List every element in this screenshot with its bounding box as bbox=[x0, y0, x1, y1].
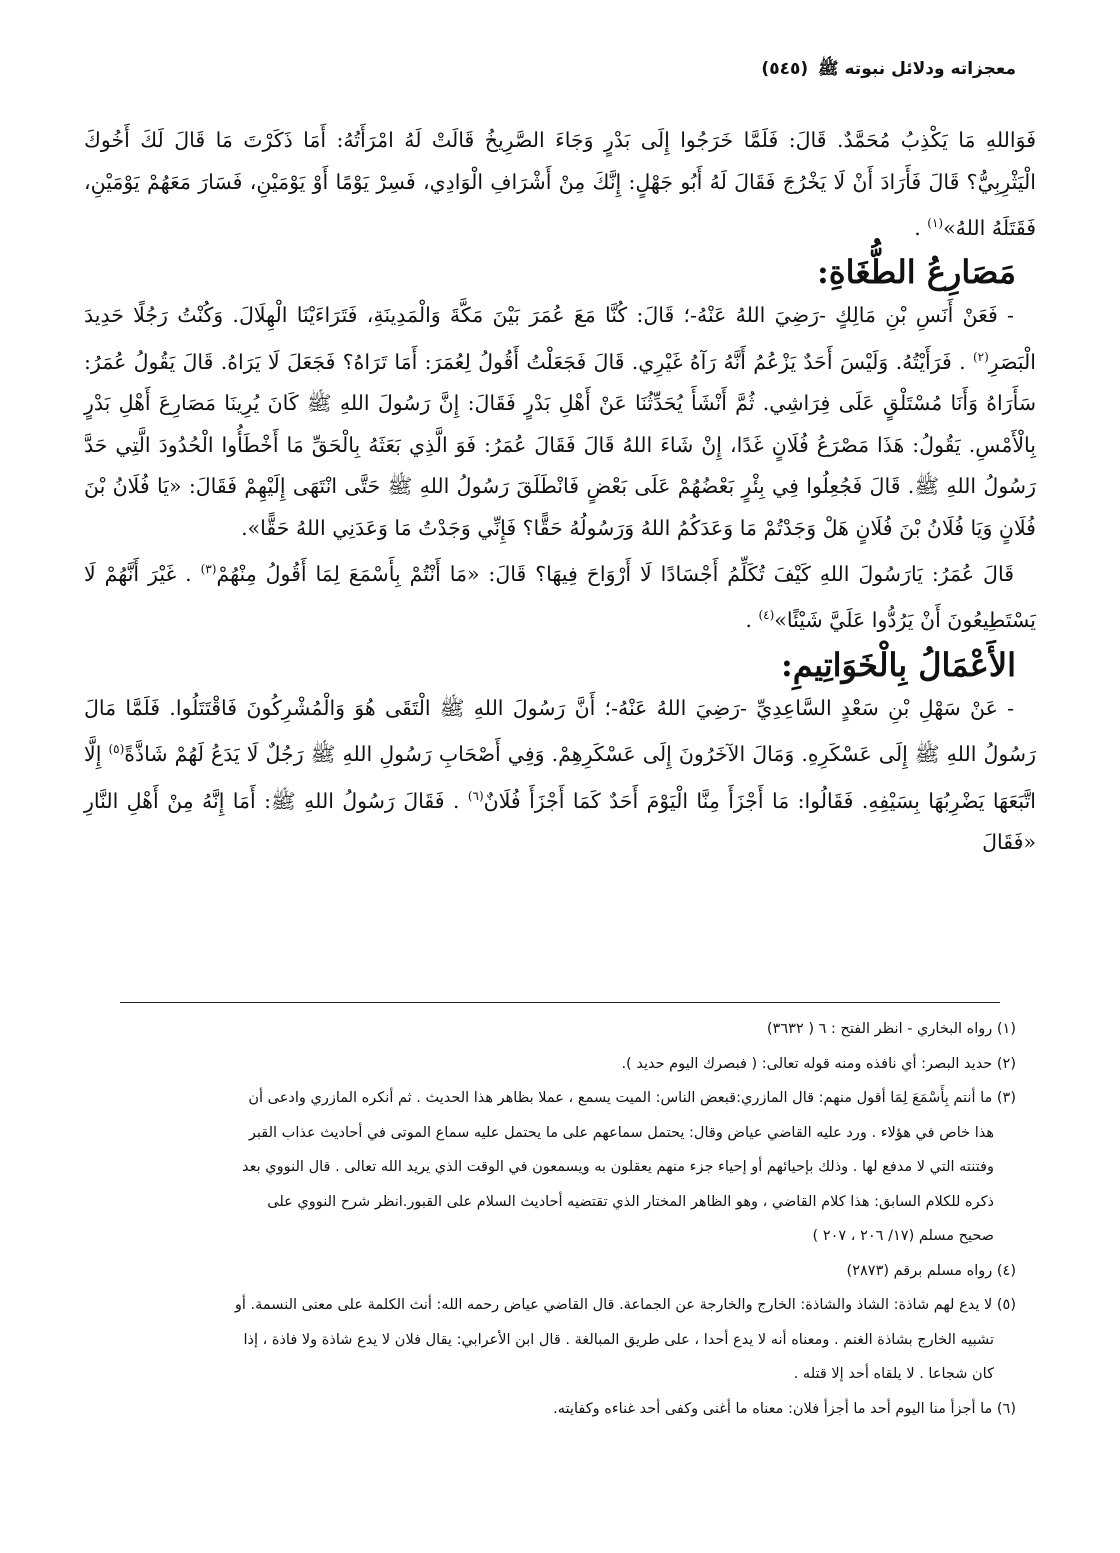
para1-text: فَوَاللهِ مَا يَكْذِبُ مُحَمَّدٌ. قَالَ: فَلَمَّا خَرَجُوا إِلَى بَدْرٍ وَجَاءَ الصَّرِيخُ قَالَتْ لَهُ امْرَأَتُهُ: أَمَا ذَكَرْتَ مَا قَالَ لَكَ أَخُوكَ الْيَثْرِبِيُّ؟ قَالَ فَأَرَادَ أَنْ لَا يَخْرُجَ فَقَالَ لَهُ أَبُو جَهْلٍ: إِنَّكَ مِنْ أَشْرَافِ الْوَادِي، فَسِرْ يَوْمًا أَوْ يَوْمَيْنِ، فَسَارَ مَعَهُمْ يَوْمَيْنِ، فَقَتَلَهُ اللهُ» bbox=[84, 128, 1036, 240]
footnote-3-line-3: وفتنته التي لا مدفع لها . وذلك بإحيائهم أو إحياء جزء منهم يعقلون به ويسمعون في الوقت الذي يريد الله تعالى . قال النووي بعد bbox=[242, 1159, 994, 1175]
footnote-3-line-5: صحيح مسلم (١٧/ ٢٠٦ ، ٢٠٧ ) bbox=[812, 1228, 994, 1244]
footnote-ref-5: (٥) bbox=[108, 742, 125, 757]
para4-text-b: إِلَّا اتَّبَعَهَا يَضْرِبُهَا بِسَيْفِهِ. فَقَالُوا: مَا أَجْزَأَ مِنَّا الْيَوْمَ أَحَدٌ كَمَا أَجْزَأَ فُلَانٌ bbox=[84, 742, 1036, 813]
footnote-3-line-1: (٣) ما أنتم بِأَسْمَعَ لِمَا أقول منهم: قال المازري:قبعض الناس: الميت يسمع ، عملا بظاهر هذا الحديث . ثم أنكره المازري وادعى أن bbox=[248, 1090, 1016, 1106]
paragraph-3 bbox=[84, 549, 1036, 642]
footnote-ref-6: (٦) bbox=[467, 788, 484, 803]
para1-end: . bbox=[914, 215, 928, 240]
footnotes bbox=[112, 1012, 1016, 1426]
footnote-ref-4: (٤) bbox=[758, 608, 775, 623]
footnote-3-line-4: ذكره للكلام السابق: هذا كلام القاضي ، وهو الظاهر المختار الذي تقتضيه أحاديث السلام على القبور.انظر شرح النووي على bbox=[267, 1193, 994, 1210]
paragraph-2 bbox=[84, 295, 1036, 549]
paragraph-4 bbox=[84, 688, 1036, 864]
footnote-5-line-3: كان شجاعا . لا يلقاه أحد إلا قتله . bbox=[793, 1366, 994, 1382]
para3-end: . bbox=[745, 608, 759, 633]
header-title: معجزاته ودلائل نبوته ﷺ bbox=[818, 59, 1016, 79]
footnote-ref-2: (٢) bbox=[972, 349, 989, 364]
footnote-3-line-2: هذا خاص في هؤلاء . ورد عليه القاضي عياض وقال: يحتمل سماعهم على ما يحتمل عليه سماع الموتى في أحاديث عذاب القبر bbox=[248, 1124, 994, 1141]
footnote-6: (٦) ما أجزأ منا اليوم أحد ما أجزأ فلان: معناه ما أغنى وكفى أحد غناءه وكفايته. bbox=[553, 1400, 1016, 1417]
footnote-2: (٢) حديد البصر: أي نافذه ومنه قوله تعالى: ( فبصرك اليوم حديد ). bbox=[621, 1055, 1016, 1072]
para4-text-a: - عَنْ سَهْلِ بْنِ سَعْدٍ السَّاعِدِيِّ -رَضِيَ اللهُ عَنْهُ-؛ أَنَّ رَسُولَ اللهِ ﷺ الْتَقَى هُوَ وَالْمُشْرِكُونَ فَاقْتَتَلُوا. فَلَمَّا مَالَ رَسُولُ اللهِ ﷺ إِلَى عَسْكَرِهِ. وَمَالَ الآخَرُونَ إِلَى عَسْكَرِهِمْ. وَفِي أَصْحَابِ رَسُولِ اللهِ ﷺ رَجُلٌ لَا يَدَعُ لَهُمْ شَاذَّةً bbox=[84, 695, 1037, 767]
paragraph-1 bbox=[84, 120, 1036, 249]
para2-text-b: . فَرَأَيْتُهُ. وَلَيْسَ أَحَدٌ يَزْعُمُ أَنَّهُ رَآهُ غَيْرِي. قَالَ فَجَعَلْتُ أَقُولُ لِعُمَرَ: أَمَا تَرَاهُ؟ فَجَعَلَ لَا يَرَاهُ. قَالَ يَقُولُ عُمَرُ: سَأَرَاهُ وَأَنَا مُسْتَلْقٍ عَلَى فِرَاشِي. ثُمَّ أَنْشَأَ يُحَدِّثُنَا عَنْ أَهْلِ بَدْرٍ فَقَالَ: إِنَّ رَسُولَ اللهِ ﷺ كَانَ يُرِينَا مَصَارِعَ أَهْلِ بَدْرٍ بِالْأَمْسِ. يَقُولُ: هَذَا مَصْرَعُ فُلَانٍ غَدًا، إِنْ شَاءَ اللهُ قَالَ فَقَالَ عُمَرُ: فَوَ الَّذِي بَعَثَهُ بِالْحَقِّ مَا أَخْطَأُوا الْحُدُودَ الَّتِي حَدَّ رَسُولُ اللهِ ﷺ. قَالَ فَجُعِلُوا فِي بِئْرٍ بَعْضُهُمْ عَلَى بَعْضٍ فَانْطَلَقَ رَسُولُ اللهِ ﷺ حَتَّى انْتَهَى إِلَيْهِمْ فَقَالَ: «يَا فُلَانُ بْنَ فُلَانٍ وَيَا فُلَانُ بْنَ فُلَانٍ هَلْ وَجَدْتُمْ مَا وَعَدَكُمُ اللهُ وَرَسُولُهُ حَقًّا؟ فَإِنِّي وَجَدْتُ مَا وَعَدَنِي اللهُ حَقًّا». bbox=[84, 349, 1036, 540]
footnote-separator bbox=[120, 1002, 1000, 1003]
footnote-ref-3: (٣) bbox=[200, 562, 217, 577]
para3-text-a: قَالَ عُمَرُ: يَارَسُولَ اللهِ كَيْفَ تُكَلِّمُ أَجْسَادًا لَا أَرْوَاحَ فِيهَا؟ قَالَ: «مَا أَنْتُمْ بِأَسْمَعَ لِمَا أَقُولُ مِنْهُمْ bbox=[216, 561, 1014, 586]
para4-text-c: . فَقَالَ رَسُولُ اللهِ ﷺ: أَمَا إِنَّهُ مِنْ أَهْلِ النَّارِ «فَقَالَ bbox=[84, 788, 1036, 854]
footnote-1: (١) رواه البخاري - انظر الفتح : ٦ ( ٣٦٣٢) bbox=[766, 1021, 1016, 1037]
footnote-ref-1: (١) bbox=[927, 216, 944, 230]
section-heading-1: مَصَارِعُ الطُّغَاةِ: bbox=[817, 253, 1016, 292]
footnote-4: (٤) رواه مسلم برقم (٢٨٧٣) bbox=[846, 1262, 1016, 1279]
page-number: (٥٤٥) bbox=[761, 59, 809, 79]
section-heading-2: الأَعْمَالُ بِالْخَوَاتِيمِ: bbox=[780, 645, 1016, 684]
footnote-5-line-2: تشبيه الخارج بشاذة الغنم . ومعناه أنه لا يدع أحدا ، على طريق المبالغة . قال ابن الأعرابي: يقال فلان لا يدع شاذة ولا فاذة ، إذا bbox=[243, 1331, 994, 1348]
para2-text-a: - فَعَنْ أَنَسِ بْنِ مَالِكٍ -رَضِيَ اللهُ عَنْهُ-؛ قَالَ: كُنَّا مَعَ عُمَرَ بَيْنَ مَكَّةَ وَالْمَدِينَةِ، فَتَرَاءَيْنَا الْهِلَالَ. وَكُنْتُ رَجُلًا حَدِيدَ الْبَصَرِ bbox=[84, 303, 1036, 374]
running-header bbox=[761, 58, 1016, 83]
footnote-5-line-1: (٥) لا يدع لهم شاذة: الشاذ والشاذة: الخارج والخارجة عن الجماعة. قال القاضي عياض رحمه الله: أنث الكلمة على معنى النسمة. أو bbox=[234, 1297, 1016, 1313]
main-text bbox=[84, 120, 1036, 863]
para3-text-b: . غَيْرَ أَنَّهُمْ لَا يَسْتَطِيعُونَ أَنْ يَرُدُّوا عَلَيَّ شَيْئًا» bbox=[84, 561, 1036, 633]
